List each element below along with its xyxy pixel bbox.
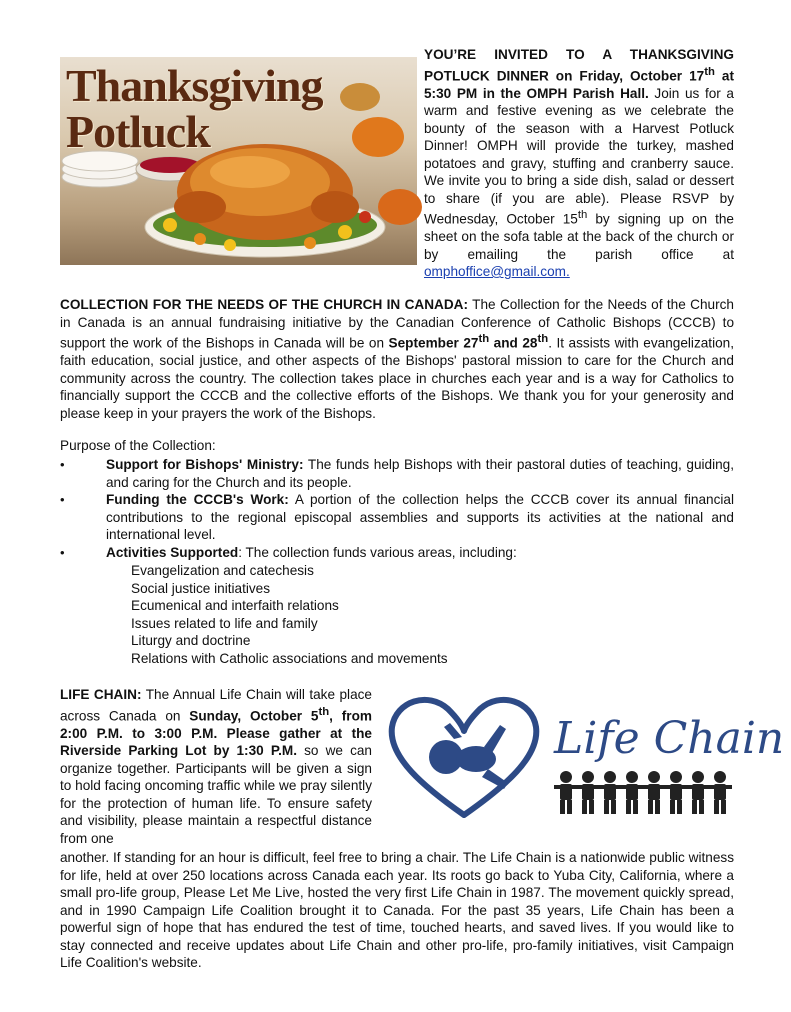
bullet-text: The funds help Bishops with their pastoral duties of teaching, guiding, and caring for the Church and its people.	[106, 457, 734, 490]
collection-date-a: September 27	[388, 335, 479, 351]
potluck-time-location: at 5:30 PM in the OMPH Parish Hall.	[424, 68, 734, 101]
bullet-icon: •	[60, 492, 65, 507]
heading-ordinal: th	[704, 65, 715, 78]
activity-item: Liturgy and doctrine	[131, 633, 251, 649]
collection-body-1: The Collection for the Needs of the Church in Canada is an annual fundraising initiative by the Canadian Conference of Catholic Bishops (CCCB) to support the work of the Bishops in Canada will be on	[60, 297, 734, 351]
life-chain-body-2: so we can organize together. Participants will be given a sign to hold facing oncoming traffic while we pray silently for the protection of human life. To ensure safety and visibility, please maintain a respectful distance from one	[60, 743, 372, 846]
activity-item: Relations with Catholic associations and movements	[131, 650, 448, 666]
potluck-heading: YOU’RE INVITED TO A THANKSGIVING POTLUCK DINNER on Friday, October 17	[424, 47, 734, 84]
life-chain-logo	[384, 687, 785, 825]
baby-icon	[429, 723, 508, 789]
activity-item: Issues related to life and family	[131, 615, 318, 631]
activity-item: Social justice initiatives	[131, 580, 271, 596]
rsvp-ordinal: th	[577, 209, 588, 222]
life-chain-heading: LIFE CHAIN:	[60, 687, 142, 702]
bullet-title: Funding the CCCB's Work:	[106, 492, 289, 507]
activities-list	[131, 562, 448, 668]
purpose-label: Purpose of the Collection:	[60, 438, 216, 453]
potluck-body-1: Join us for a warm and festive evening as we celebrate the bounty of the season with a Harvest Potluck Dinner! OMPH will provide the turkey, mashed potatoes and gravy, stuffing and cranberry sauce. We invite you to bring a side dish, salad or dessert to share (if you are able). Please RSVP by Wednesday, October 15	[424, 85, 734, 227]
potluck-body-2: by signing up on the sheet on the sofa table at the back of the church or by emailing the parish office at	[424, 211, 734, 262]
collection-paragraph	[60, 296, 734, 422]
activity-item: Ecumenical and interfaith relations	[131, 598, 339, 614]
collection-body-2: . It assists with evangelization, faith education, social justice, and other aspects of the Bishops' pastoral mission to care for the Church and community across the country. The collection takes place in churches each year and is a way for Catholics to financially support the CCCB and the collective efforts of the Bishops. We thank you for your generosity and please keep in your prayers the work of the Bishops.	[60, 335, 734, 421]
date-a-ordinal: th	[478, 333, 490, 345]
activity-item: Evangelization and catechesis	[131, 563, 314, 578]
life-chain-ordinal: th	[318, 705, 330, 718]
bullet-title: Support for Bishops' Ministry:	[106, 457, 304, 472]
people-chain-icon	[554, 771, 732, 814]
bullet-icon: •	[60, 545, 65, 560]
bullet-text: : The collection funds various areas, including:	[238, 545, 517, 560]
life-chain-date: Sunday, October 5	[189, 708, 319, 724]
thanksgiving-potluck-image	[60, 57, 417, 265]
life-chain-time-location: , from 2:00 P.M. to 3:00 P.M. Please gather at the Riverside Parking Lot by 1:30 P.M.	[60, 708, 372, 759]
image-title-line1: Thanksgiving	[66, 60, 323, 111]
life-chain-paragraph-continued: another. If standing for an hour is difficult, feel free to bring a chair. The Life Chain is a nationwide public witness for life, held at over 250 locations across Canada each year. Its roots go back to Yuba City, California, where a small pro-life group, Please Let Me Live, hosted the very first Life Chain in 1987. The movement quickly spread, and in 1990 Campaign Life Coalition brought it to Canada. For the past 35 years, Life Chain has been a powerful sign of hope that has endured the test of time, touched hearts, and saved lives. If you would like to stay connected and receive updates about Life Chain and other pro-life, pro-family initiatives, visit Campaign Life Coalition's website.	[60, 850, 734, 970]
life-chain-body-1: The Annual Life Chain will take place across Canada on	[60, 687, 372, 724]
date-b-ordinal: th	[537, 333, 549, 345]
collection-heading: COLLECTION FOR THE NEEDS OF THE CHURCH IN CANADA:	[60, 297, 469, 312]
bullet-icon: •	[60, 457, 65, 472]
life-chain-paragraph	[60, 686, 372, 847]
potluck-invitation	[424, 46, 734, 281]
collection-date-and: and 28	[489, 335, 538, 351]
bullet-title: Activities Supported	[106, 545, 239, 560]
life-chain-logo-text: Life Chain	[554, 713, 785, 764]
image-title-line2: Potluck	[66, 106, 210, 157]
bullet-text: A portion of the collection helps the CCCB cover its annual financial contributions to the regional episcopal assemblies and supports its activities at the national and international level.	[106, 492, 734, 542]
email-link[interactable]: omphoffice@gmail.com.	[424, 264, 570, 280]
